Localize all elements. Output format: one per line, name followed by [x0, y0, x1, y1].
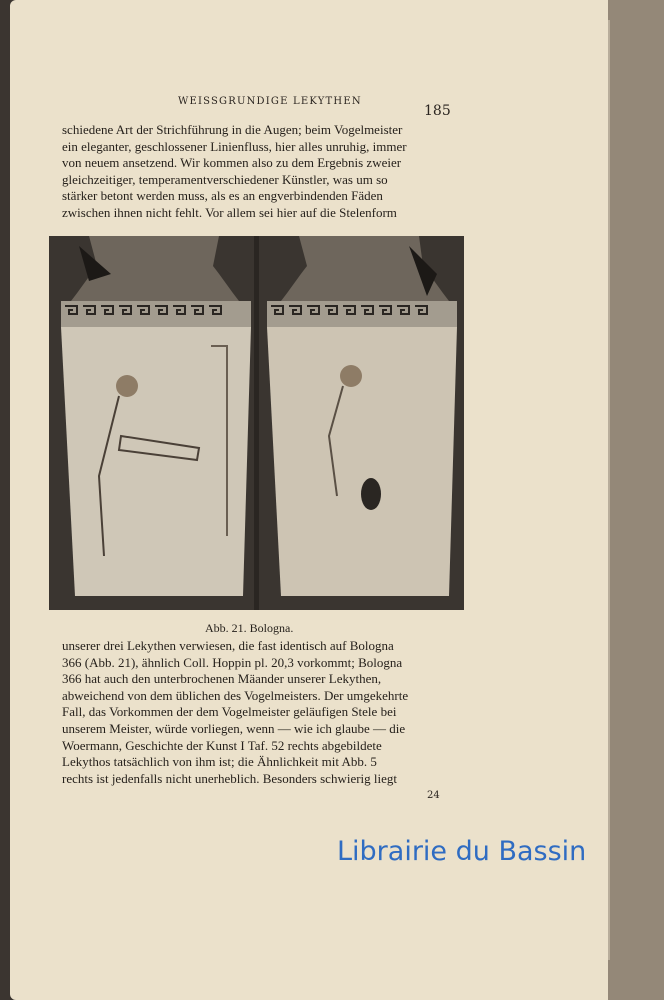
- text-line: stärker betont werden muss, als es an engverbindenden Fäden: [62, 188, 383, 204]
- paragraph-top: [62, 122, 452, 222]
- lekythos-right-image: [259, 236, 464, 610]
- text-line: Fall, das Vorkommen der dem Vogelmeister geläufigen Stele bei: [62, 704, 397, 720]
- watermark-text: Librairie du Bassin: [337, 836, 587, 867]
- text-line: gleichzeitiger, temperamentverschiedener Künstler, was um so: [62, 171, 388, 187]
- text-line: von neuem ansetzend. Wir kommen also zu dem Ergebnis zweier: [62, 155, 402, 171]
- lekythos-right-drawing: [259, 236, 464, 610]
- lekythos-left-drawing: [49, 236, 254, 610]
- signature-mark: 24: [427, 790, 440, 801]
- text-line: zwischen ihnen nicht fehlt. Vor allem sei hier auf die Stelenform: [62, 204, 397, 220]
- running-header: WEISSGRUNDIGE LEKYTHEN: [178, 96, 362, 107]
- text-line: Woermann, Geschichte der Kunst I Taf. 52 rechts abgebildete: [62, 737, 382, 753]
- figure-photograph: [49, 236, 464, 610]
- lekythos-left-image: [49, 236, 254, 610]
- text-line: abweichend von dem üblichen des Vogelmeisters. Der umgekehrte: [62, 687, 409, 703]
- text-line: unserem Meister, würde vorliegen, wenn — wie ich glaube — die: [62, 720, 406, 736]
- text-line: rechts ist jedenfalls nicht unerheblich. Besonders schwierig liegt: [62, 770, 398, 786]
- text-line: ein eleganter, geschlossener Linienfluss, hier alles unruhig, immer: [62, 138, 407, 154]
- figure-caption: Abb. 21. Bologna.: [205, 621, 294, 635]
- text-line: Lekythos tatsächlich von ihm ist; die Ähnlichkeit mit Abb. 5: [62, 754, 377, 770]
- text-line: 366 (Abb. 21), ähnlich Coll. Hoppin pl. 20,3 vorkommt; Bologna: [62, 654, 403, 670]
- text-line: 366 hat auch den unterbrochenen Mäander unserer Lekythen,: [62, 671, 382, 687]
- text-line: schiedene Art der Strichführung in die Augen; beim Vogelmeister: [62, 122, 403, 137]
- paragraph-bottom: [62, 638, 452, 787]
- text-line: unserer drei Lekythen verwiesen, die fast identisch auf Bologna: [62, 638, 394, 653]
- page-number: 185: [424, 103, 451, 119]
